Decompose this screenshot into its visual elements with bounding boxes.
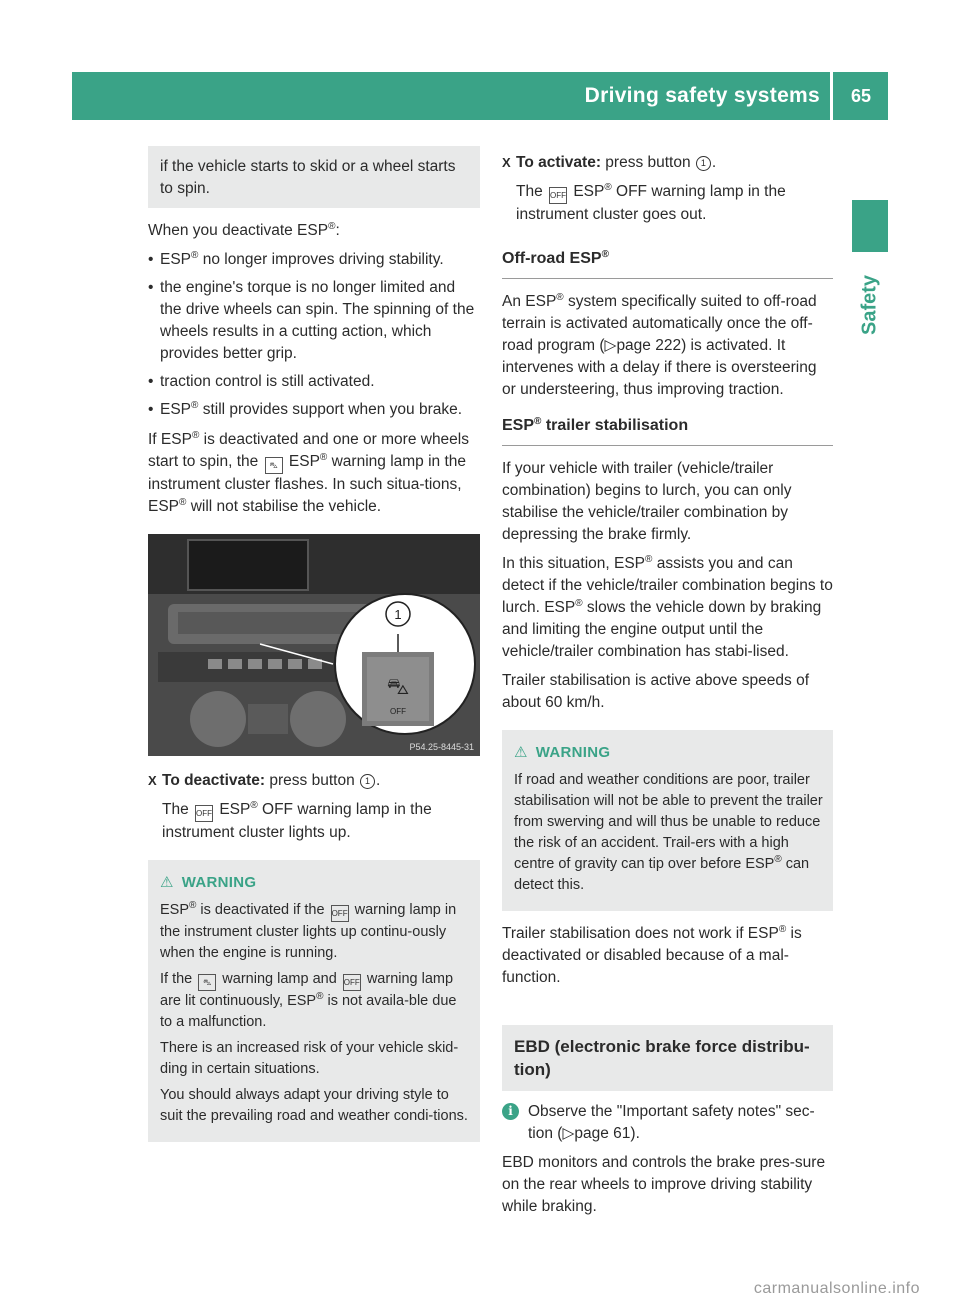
registered-mark: ® [191,250,199,261]
registered-mark: ® [778,924,787,935]
section-title: Driving safety systems [584,84,820,107]
page-link[interactable]: page 61 [574,1125,631,1142]
registered-mark: ® [316,991,324,1002]
svg-text:⛍: ⛍ [386,674,410,699]
intro-note: if the vehicle starts to skid or a wheel starts to spin. [148,146,480,208]
offroad-paragraph: An ESP® system specifically suited to off-road terrain is activated automatically once the off-road program (▷page 222) is activated. It intervenes with a delay if there is oversteering or understeering, thus improving traction. [502,292,817,398]
image-code: P54.25-8445-31 [409,742,474,752]
esp-off-icon: OFF [343,974,361,991]
registered-mark: ® [575,598,583,609]
header-divider [830,72,833,120]
registered-mark: ® [191,400,199,411]
esp-off-icon: OFF [331,905,349,922]
registered-mark: ® [774,854,782,865]
esp-off-icon: OFF [195,805,213,822]
svg-text:OFF: OFF [390,707,406,716]
skid-warning-icon: ⛍ [198,974,216,991]
warning-icon: ⚠ [514,744,528,761]
registered-mark: ® [534,416,542,427]
deactivate-step: X To deactivate: press button 1 . [148,772,381,789]
right-column: X To activate: press button 1 . The OFF ESP® OFF warning lamp in the instrument cluster goes out. Off-road ESP® An ESP® system specifically suited to off-road terrain is activated automatically once the off-road program (▷page 222) is activated. It intervenes with a delay if there is oversteering or understeering, thus improving traction. ESP® trailer stabilisation If your vehicle with trailer (vehicle/trailer combination) begins to lurch, you can only stabilise the vehicle/trailer combination by depressing the brake firmly. In this situation, ESP® assists you and can detect if the vehicle/trailer combination begins to lurch. ESP® slows the vehicle down by braking and limiting the engine output until the vehicle/trailer combination has stabi-lised. Trailer stabilisation is active above speeds of about 60 km/h. ⚠ WARNING If road and weather conditions are poor, trailer stabilisation will not be able to prevent the trailer from swerving and will thus be unable to reduce the risk of an accident. Trail-ers with a high centre of gravity can tip over before ESP® can detect this. Trailer stabilisation does not work if ESP® is deactivated or disabled because of a mal-function. EBD (electronic brake force distribu-tion) i Observe the "Important safety notes" sec-tion (▷page 61). EBD monitors and controls the brake pres-sure on the rear wheels to improve driving stability while braking. [502,154,833,1215]
page-link[interactable]: page 222 [616,337,682,354]
esp-flash-paragraph: If ESP® is deactivated and one or more wheels start to spin, the ⛍ ESP® warning lamp in the instrument cluster flashes. In such situa-tions, ESP® will not stabilise the vehicle. [148,430,469,515]
ebd-heading: EBD (electronic brake force distribu-tion) [502,1025,833,1091]
left-column [148,146,480,1142]
registered-mark: ® [328,221,336,232]
warning-box-left: ⚠ WARNING ESP® is deactivated if the OFF warning lamp in the instrument cluster lights up continu-ously when the engine is running. If the ⛍ warning lamp and OFF warning lamp are lit continuously, ESP® is not availa-ble due to a malfunction. There is an increased risk of your vehicle skid-ding in certain situations. You should always adapt your driving style to suit the prevailing road and weather condi-tions. [148,860,480,1142]
warning-box-right: ⚠ WARNING If road and weather conditions are poor, trailer stabilisation will not be able to prevent the trailer from swerving and will thus be unable to reduce the risk of an accident. Trail-ers with a high centre of gravity can tip over before ESP® can detect this. [502,730,833,911]
warning-icon: ⚠ [160,874,174,891]
esp-off-icon: OFF [549,187,567,204]
callout-1: 1 [696,156,711,171]
registered-mark: ® [179,497,187,508]
deactivate-effects-list [148,249,480,421]
list-item: • ESP® still provides support when you brake. [148,400,463,418]
page-ref-icon: ▷ [562,1125,575,1142]
registered-mark: ® [556,292,564,303]
list-item: • traction control is still activated. [148,373,375,390]
offroad-esp-heading: Off-road ESP® [502,248,833,279]
registered-mark: ® [191,430,200,441]
page-number: 65 [850,86,872,106]
deactivate-result: The OFF ESP® OFF warning lamp in the instrument cluster lights up. [162,800,432,841]
dashboard-esp-button-photo [148,534,480,756]
trailer-stabilisation-heading: ESP® trailer stabilisation [502,415,833,446]
registered-mark: ® [604,182,612,193]
info-note: i Observe the "Important safety notes" sec-tion (▷page 61). [502,1101,833,1145]
list-item: • ESP® no longer improves driving stability. [148,250,444,268]
chapter-label: Safety [858,274,881,336]
skid-warning-icon: ⛍ [265,457,283,474]
registered-mark: ® [189,900,197,911]
deactivate-intro: When you deactivate ESP®: [148,221,340,239]
registered-mark: ® [250,800,258,811]
activate-step: X To activate: press button 1 . [502,154,717,171]
footer-watermark: carmanualsonline.info [753,1280,920,1297]
activate-result: The OFF ESP® OFF warning lamp in the instrument cluster goes out. [516,182,786,223]
info-icon: i [502,1103,519,1120]
registered-mark: ® [601,249,609,260]
page-ref-icon: ▷ [604,337,617,354]
list-item: • the engine's torque is no longer limited and the drive wheels can spin. The spinning of the wheels results in a cutting action, which provides better grip. [148,279,475,362]
registered-mark: ® [645,554,653,565]
image-callout: 1 [394,607,402,622]
registered-mark: ® [319,452,328,463]
callout-1: 1 [360,774,375,789]
chapter-tab [852,200,888,252]
